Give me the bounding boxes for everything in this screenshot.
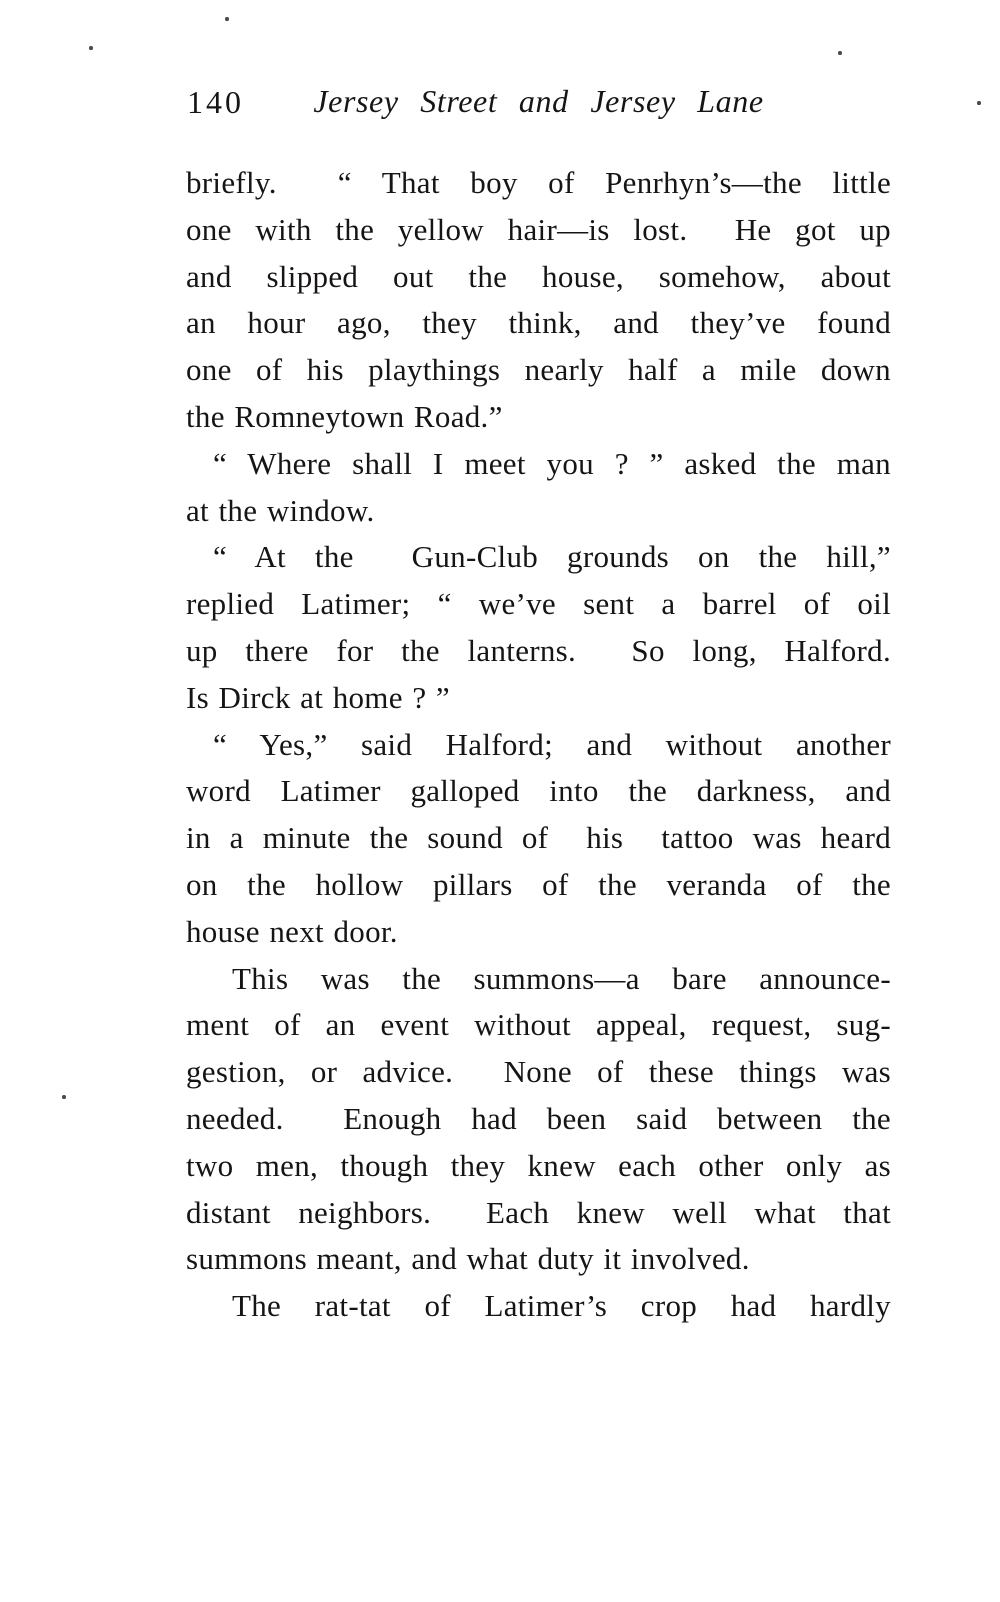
page-number: 140 xyxy=(187,84,244,120)
scan-speck xyxy=(225,17,229,21)
text-line: one of his playthings nearly half a mile down xyxy=(186,352,891,388)
text-line: one with the yellow hair—is lost. He got up xyxy=(186,211,891,247)
text-line: “ Where shall I meet you ? ” asked the man xyxy=(213,445,891,481)
text-line: distant neighbors. Each knew well what that xyxy=(186,1194,891,1230)
text-line: an hour ago, they think, and they’ve found xyxy=(186,305,891,341)
text-line: house next door. xyxy=(186,913,398,949)
text-line: Is Dirck at home ? ” xyxy=(186,679,450,715)
text-line: “ At the Gun-Club grounds on the hill,” xyxy=(213,539,891,575)
text-line: two men, though they knew each other only as xyxy=(186,1147,891,1183)
text-line: gestion, or advice. None of these things was xyxy=(186,1054,891,1090)
running-title: Jersey Street and Jersey Lane xyxy=(313,83,764,119)
text-line: in a minute the sound of his tattoo was heard xyxy=(186,820,891,856)
text-line: The rat-tat of Latimer’s crop had hardly xyxy=(232,1288,891,1324)
text-line: and slipped out the house, somehow, about xyxy=(186,258,891,294)
text-line: on the hollow pillars of the veranda of the xyxy=(186,866,891,902)
scan-speck xyxy=(62,1095,66,1099)
text-line: needed. Enough had been said between the xyxy=(186,1100,891,1136)
text-line: at the window. xyxy=(186,492,375,528)
scan-speck xyxy=(977,101,981,105)
text-line: summons meant, and what duty it involved. xyxy=(186,1241,750,1277)
text-line: This was the summons—a bare announce- xyxy=(232,960,891,996)
scan-speck xyxy=(838,51,842,55)
text-line: “ Yes,” said Halford; and without another xyxy=(213,726,891,762)
text-line: word Latimer galloped into the darkness, and xyxy=(186,773,891,809)
text-line: replied Latimer; “ we’ve sent a barrel of oil xyxy=(186,586,891,622)
text-line: up there for the lanterns. So long, Halford. xyxy=(186,632,891,668)
page-header xyxy=(186,80,891,126)
scan-speck xyxy=(89,46,93,50)
text-line: ment of an event without appeal, request, sug- xyxy=(186,1007,891,1043)
text-line: the Romneytown Road.” xyxy=(186,398,503,434)
text-block xyxy=(186,160,891,1330)
text-line: briefly. “ That boy of Penrhyn’s—the little xyxy=(186,165,891,200)
